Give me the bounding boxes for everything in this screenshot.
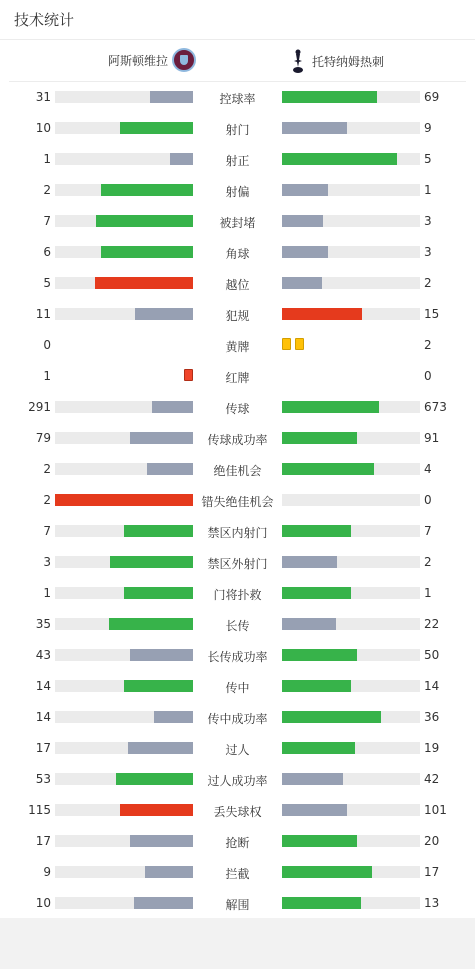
home-bar-track	[55, 246, 193, 258]
away-bar	[282, 122, 347, 134]
stat-row	[0, 888, 475, 919]
home-bar	[147, 463, 193, 475]
home-bar	[120, 804, 193, 816]
home-bar-track	[55, 184, 193, 196]
away-value: 17	[424, 865, 440, 879]
away-bar-track	[282, 618, 420, 630]
stat-label: 红牌	[225, 371, 250, 385]
away-bar-track	[282, 153, 420, 165]
away-value: 2	[424, 555, 432, 569]
home-value: 291	[28, 400, 51, 414]
home-bar-track	[55, 494, 193, 506]
home-team[interactable]	[108, 48, 196, 72]
home-bar	[95, 277, 193, 289]
home-bar-track	[55, 742, 193, 754]
home-bar-track	[55, 711, 193, 723]
stat-row	[0, 516, 475, 547]
away-bar	[282, 711, 381, 723]
away-bar-track	[282, 91, 420, 103]
away-value: 1	[424, 586, 432, 600]
away-value: 42	[424, 772, 440, 786]
home-bar-track	[55, 773, 193, 785]
home-value: 14	[35, 679, 51, 693]
stat-row	[0, 454, 475, 485]
home-value: 9	[43, 865, 51, 879]
away-bar-track	[282, 804, 420, 816]
away-bar	[282, 246, 328, 258]
away-bar-track	[282, 773, 420, 785]
away-team[interactable]	[290, 48, 384, 74]
away-value: 7	[424, 524, 432, 538]
away-bar	[282, 525, 351, 537]
stat-row	[0, 609, 475, 640]
home-value: 1	[43, 152, 51, 166]
stat-row	[0, 857, 475, 888]
aston-villa-crest-icon	[172, 48, 196, 72]
stat-label: 传球成功率	[207, 433, 268, 447]
stat-row	[0, 671, 475, 702]
stat-label: 犯规	[225, 309, 250, 323]
stat-row	[0, 330, 475, 361]
stat-row	[0, 578, 475, 609]
away-bar	[282, 401, 379, 413]
home-value: 11	[35, 307, 51, 321]
away-bar	[282, 680, 351, 692]
away-value: 15	[424, 307, 440, 321]
away-bar	[282, 649, 357, 661]
away-bar-track	[282, 866, 420, 878]
away-bar	[282, 556, 337, 568]
stat-label: 解围	[225, 898, 250, 912]
stat-row	[0, 764, 475, 795]
stat-row	[0, 82, 475, 113]
away-bar-track	[282, 246, 420, 258]
home-bar	[109, 618, 193, 630]
away-bar-track	[282, 649, 420, 661]
away-bar-track	[282, 742, 420, 754]
away-value: 20	[424, 834, 440, 848]
stat-label: 禁区外射门	[207, 557, 268, 571]
home-value: 17	[35, 741, 51, 755]
away-value: 0	[424, 369, 432, 383]
away-team-name: 托特纳姆热刺	[312, 54, 385, 69]
away-bar-track	[282, 897, 420, 909]
away-bar	[282, 773, 343, 785]
away-bar	[282, 587, 351, 599]
away-value: 2	[424, 338, 432, 352]
stat-label: 射偏	[225, 185, 250, 199]
away-bar	[282, 184, 328, 196]
stat-label: 传中成功率	[207, 712, 268, 726]
home-bar	[130, 649, 193, 661]
home-bar	[116, 773, 193, 785]
home-value: 1	[43, 369, 51, 383]
stat-row	[0, 423, 475, 454]
home-bar-track	[55, 804, 193, 816]
away-bar	[282, 308, 362, 320]
home-bar-track	[55, 308, 193, 320]
home-value: 3	[43, 555, 51, 569]
away-value: 3	[424, 245, 432, 259]
away-cards	[282, 369, 420, 383]
stat-row	[0, 640, 475, 671]
away-bar-track	[282, 215, 420, 227]
home-bar	[101, 184, 193, 196]
away-value: 101	[424, 803, 447, 817]
home-bar	[134, 897, 193, 909]
title-bar	[0, 0, 475, 40]
stat-label: 丢失球权	[213, 805, 262, 819]
home-bar-track	[55, 649, 193, 661]
home-bar	[152, 401, 193, 413]
stat-label: 绝佳机会	[213, 464, 262, 478]
stat-row	[0, 361, 475, 392]
home-value: 6	[43, 245, 51, 259]
home-bar-track	[55, 91, 193, 103]
stat-label: 门将扑救	[213, 588, 262, 602]
away-bar-track	[282, 494, 420, 506]
away-value: 3	[424, 214, 432, 228]
stat-label: 过人成功率	[207, 774, 268, 788]
home-bar-track	[55, 432, 193, 444]
away-value: 1	[424, 183, 432, 197]
away-bar-track	[282, 463, 420, 475]
home-value: 0	[43, 338, 51, 352]
away-bar	[282, 742, 355, 754]
away-bar	[282, 835, 357, 847]
home-value: 79	[35, 431, 51, 445]
stat-label: 禁区内射门	[207, 526, 268, 540]
away-bar	[282, 153, 397, 165]
away-bar	[282, 618, 336, 630]
stat-row	[0, 206, 475, 237]
home-cards	[55, 338, 193, 352]
home-value: 2	[43, 462, 51, 476]
away-value: 36	[424, 710, 440, 724]
away-bar-track	[282, 711, 420, 723]
home-bar	[135, 308, 193, 320]
away-bar-track	[282, 556, 420, 568]
home-bar	[101, 246, 193, 258]
away-value: 19	[424, 741, 440, 755]
home-value: 7	[43, 214, 51, 228]
home-value: 115	[28, 803, 51, 817]
stat-row	[0, 733, 475, 764]
home-bar-track	[55, 680, 193, 692]
home-value: 31	[35, 90, 51, 104]
home-value: 5	[43, 276, 51, 290]
stat-row	[0, 113, 475, 144]
away-bar	[282, 91, 377, 103]
away-cards	[282, 338, 420, 352]
stat-label: 错失绝佳机会	[201, 495, 274, 509]
stat-row	[0, 547, 475, 578]
stat-row	[0, 826, 475, 857]
away-value: 14	[424, 679, 440, 693]
home-bar	[130, 432, 193, 444]
stat-row	[0, 237, 475, 268]
stat-row	[0, 268, 475, 299]
home-value: 43	[35, 648, 51, 662]
away-bar-track	[282, 835, 420, 847]
home-bar-track	[55, 463, 193, 475]
away-bar	[282, 277, 322, 289]
stat-row	[0, 175, 475, 206]
home-bar	[120, 122, 193, 134]
home-bar-track	[55, 835, 193, 847]
home-bar	[96, 215, 193, 227]
home-bar	[124, 587, 193, 599]
away-bar	[282, 897, 361, 909]
home-bar-track	[55, 401, 193, 413]
home-bar-track	[55, 618, 193, 630]
away-bar-track	[282, 680, 420, 692]
stat-label: 被封堵	[219, 216, 256, 230]
away-value: 13	[424, 896, 440, 910]
home-cards	[55, 369, 193, 383]
away-value: 5	[424, 152, 432, 166]
away-bar-track	[282, 277, 420, 289]
stat-row	[0, 485, 475, 516]
home-value: 53	[35, 772, 51, 786]
away-bar-track	[282, 432, 420, 444]
away-value: 9	[424, 121, 432, 135]
teams-header	[9, 40, 466, 82]
home-value: 10	[35, 896, 51, 910]
home-bar-track	[55, 897, 193, 909]
stat-label: 越位	[225, 278, 250, 292]
home-value: 17	[35, 834, 51, 848]
stat-label: 射正	[225, 154, 250, 168]
stat-label: 长传成功率	[207, 650, 268, 664]
stat-label: 控球率	[219, 92, 256, 106]
home-bar	[170, 153, 193, 165]
home-value: 2	[43, 183, 51, 197]
stat-label: 射门	[225, 123, 250, 137]
stat-row	[0, 392, 475, 423]
away-bar-track	[282, 401, 420, 413]
stat-row	[0, 702, 475, 733]
stat-label: 传中	[225, 681, 250, 695]
home-bar-track	[55, 525, 193, 537]
home-bar	[130, 835, 193, 847]
away-value: 91	[424, 431, 440, 445]
away-value: 0	[424, 493, 432, 507]
away-bar-track	[282, 308, 420, 320]
home-bar-track	[55, 866, 193, 878]
away-value: 4	[424, 462, 432, 476]
yellow-card-icon	[282, 338, 291, 350]
away-bar	[282, 432, 357, 444]
home-bar	[150, 91, 193, 103]
away-bar-track	[282, 184, 420, 196]
home-team-name: 阿斯顿维拉	[107, 53, 168, 68]
away-value: 673	[424, 400, 447, 414]
stat-label: 抢断	[225, 836, 250, 850]
home-bar	[128, 742, 193, 754]
home-value: 10	[35, 121, 51, 135]
tottenham-crest-icon	[290, 48, 306, 74]
away-bar	[282, 463, 374, 475]
home-bar-track	[55, 122, 193, 134]
stat-label: 传球	[225, 402, 250, 416]
home-value: 14	[35, 710, 51, 724]
home-bar	[124, 525, 193, 537]
away-bar-track	[282, 587, 420, 599]
away-value: 2	[424, 276, 432, 290]
away-bar	[282, 866, 372, 878]
home-bar-track	[55, 277, 193, 289]
home-bar	[154, 711, 193, 723]
away-bar	[282, 215, 323, 227]
page-title: 技术统计	[14, 11, 75, 29]
stat-label: 过人	[225, 743, 250, 757]
away-bar-track	[282, 122, 420, 134]
yellow-card-icon	[295, 338, 304, 350]
red-card-icon	[184, 369, 193, 381]
stat-label: 黄牌	[225, 340, 250, 354]
away-value: 22	[424, 617, 440, 631]
stat-label: 拦截	[225, 867, 250, 881]
home-bar-track	[55, 153, 193, 165]
home-value: 2	[43, 493, 51, 507]
stat-row	[0, 144, 475, 175]
home-bar	[110, 556, 193, 568]
stats-list	[0, 82, 475, 919]
home-bar-track	[55, 556, 193, 568]
away-value: 50	[424, 648, 440, 662]
away-bar-track	[282, 525, 420, 537]
stat-row	[0, 299, 475, 330]
stat-label: 长传	[225, 619, 250, 633]
home-value: 1	[43, 586, 51, 600]
home-bar	[55, 494, 193, 506]
home-bar-track	[55, 587, 193, 599]
away-bar	[282, 804, 347, 816]
home-bar-track	[55, 215, 193, 227]
away-value: 69	[424, 90, 440, 104]
home-bar	[145, 866, 193, 878]
home-bar	[124, 680, 193, 692]
stat-row	[0, 795, 475, 826]
stat-label: 角球	[225, 247, 250, 261]
home-value: 35	[35, 617, 51, 631]
home-value: 7	[43, 524, 51, 538]
